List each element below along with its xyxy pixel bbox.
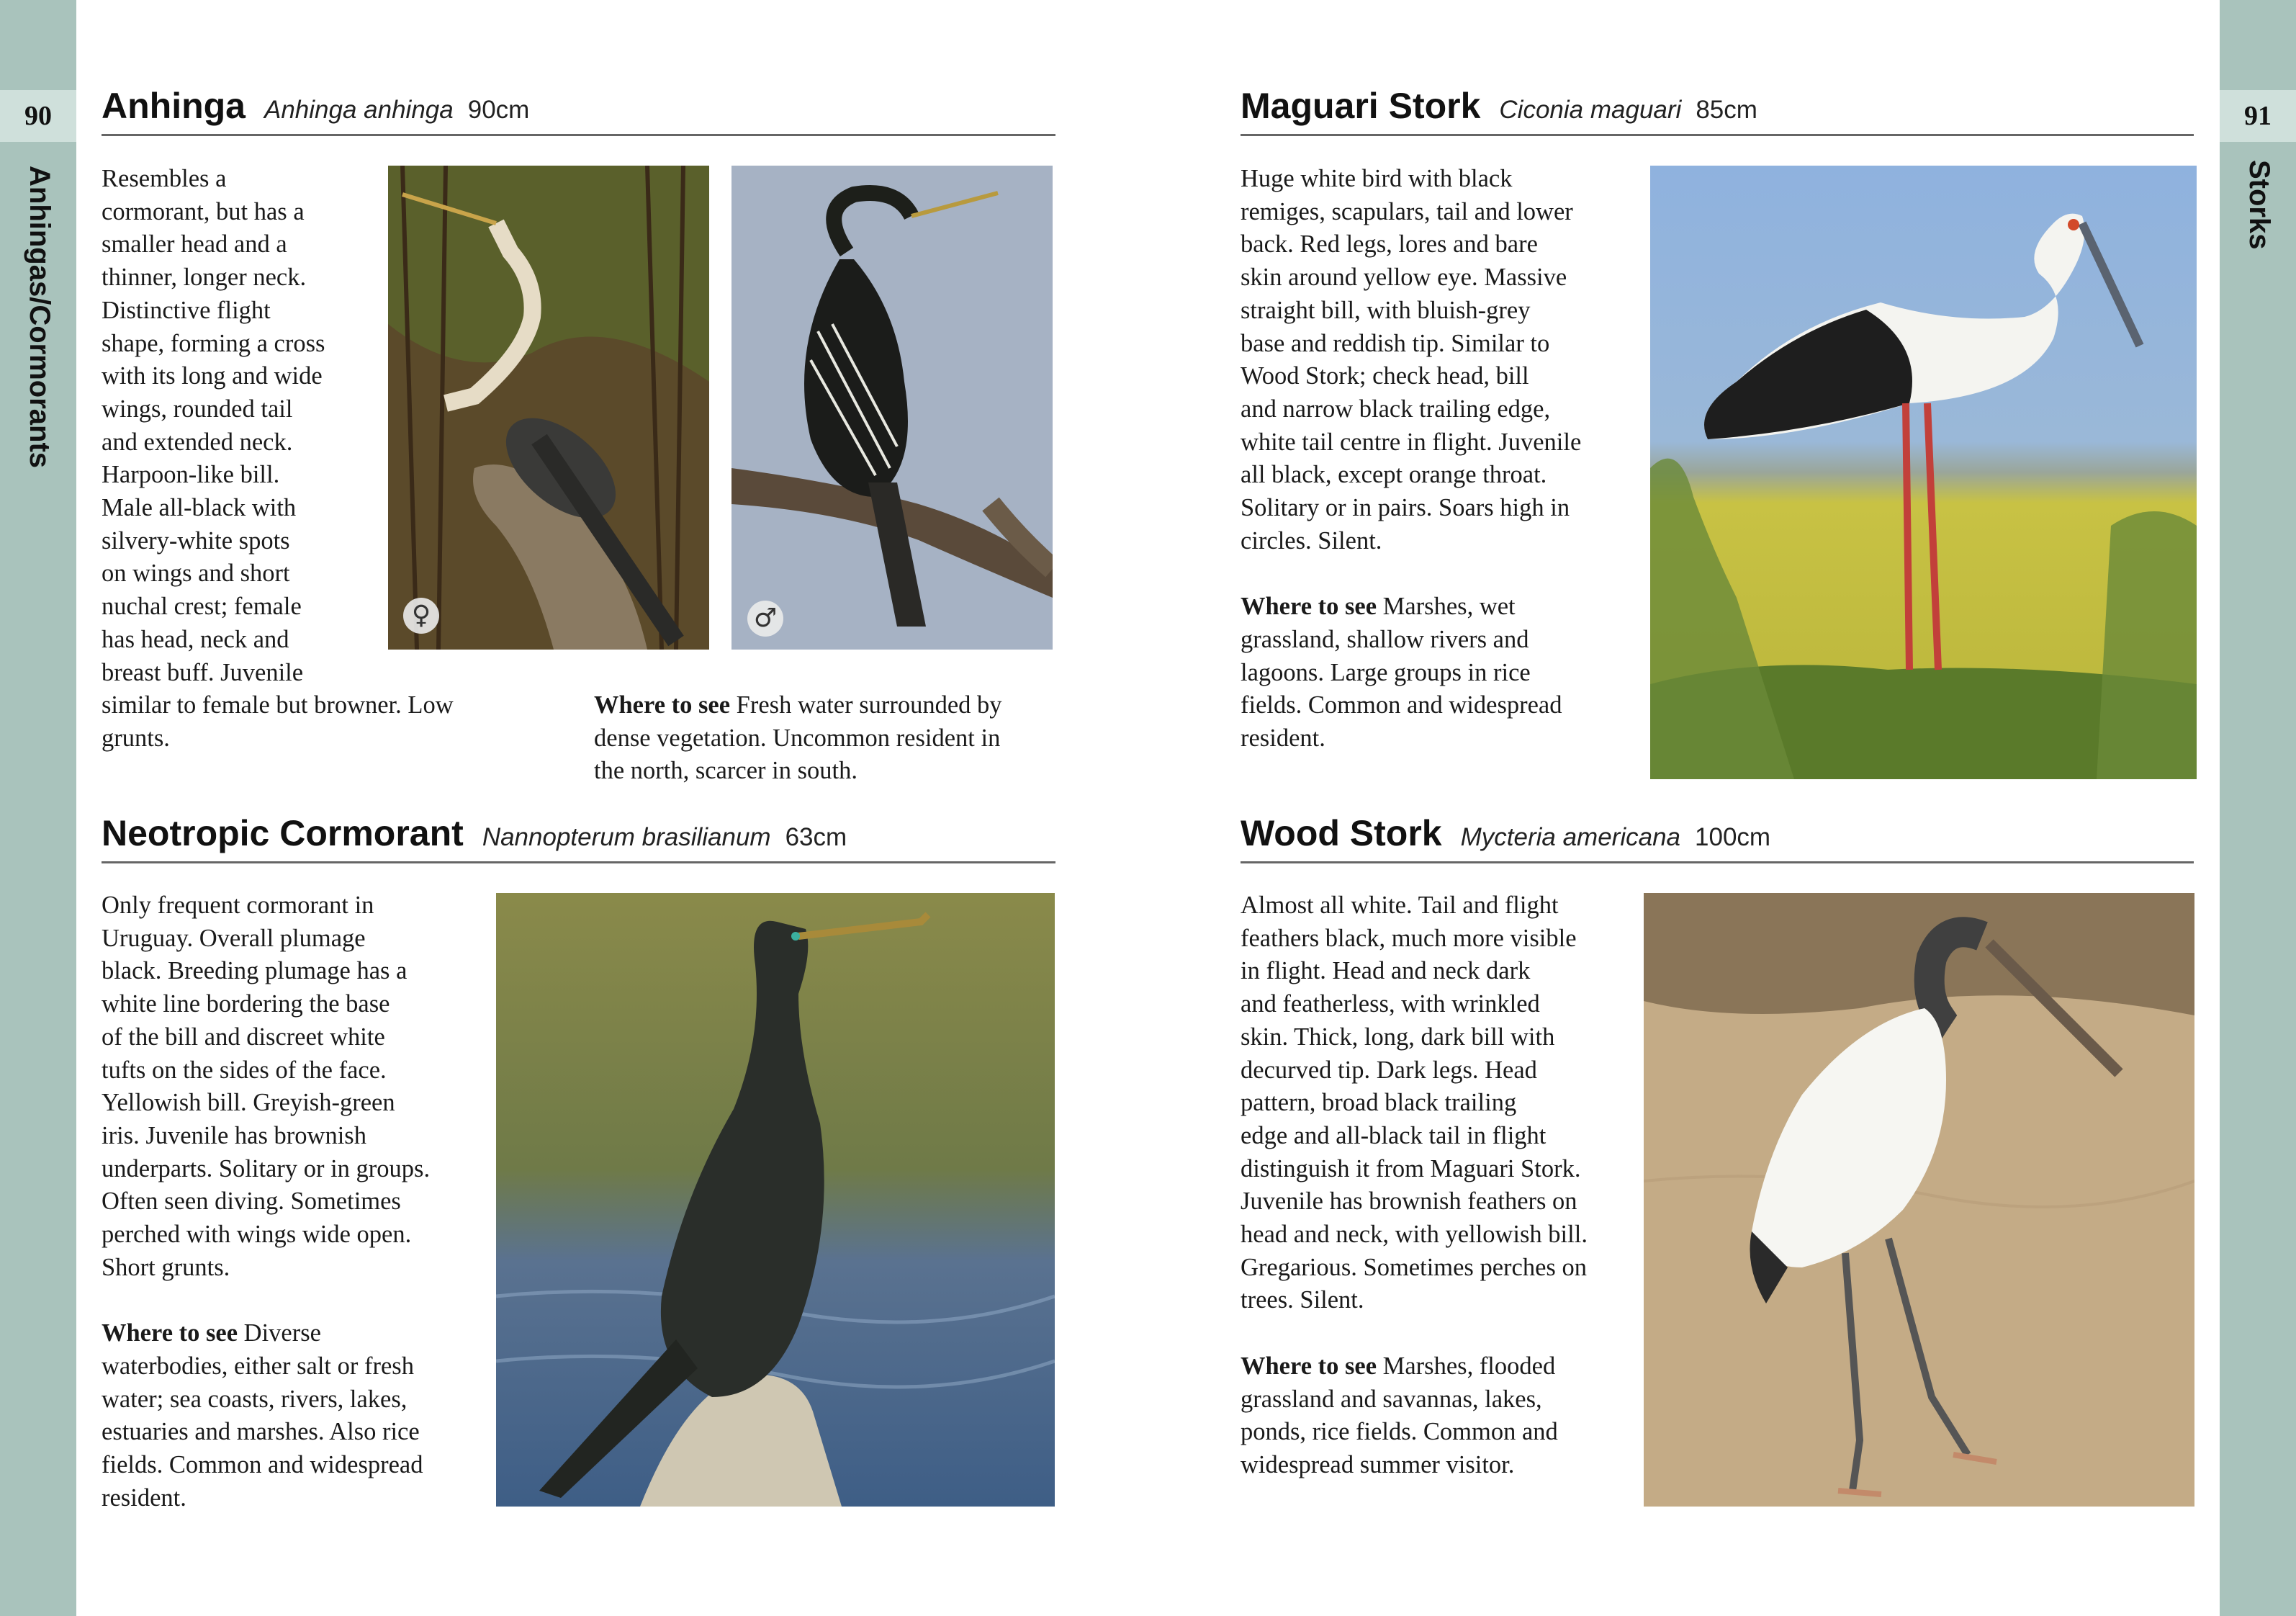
species-size: 100cm <box>1695 823 1771 851</box>
description-line: straight bill, with bluish-grey <box>1241 296 1531 324</box>
description-line: all black, except orange throat. <box>1241 461 1547 489</box>
description-line: Solitary or in pairs. Soars high in <box>1241 494 1570 522</box>
species-name: Maguari Stork <box>1241 86 1481 126</box>
where-text: Marshes, wet <box>1377 593 1516 621</box>
description-line: distinguish it from Maguari Stork. <box>1241 1154 1581 1182</box>
description-line: back. Red legs, lores and bare <box>1241 230 1538 259</box>
description-line: nuchal crest; female <box>102 593 302 621</box>
description-line: perched with wings wide open. <box>102 1221 412 1249</box>
where-text: grassland and savannas, lakes, <box>1241 1385 1542 1413</box>
maguari-header <box>1241 85 2194 136</box>
description-line: grunts. <box>102 724 170 752</box>
description-line: Often seen diving. Sometimes <box>102 1188 401 1216</box>
cormorant-photo <box>496 893 1055 1507</box>
where-text: water; sea coasts, rivers, lakes, <box>102 1385 408 1413</box>
maguari-stork-photo <box>1650 166 2197 779</box>
where-text: lagoons. Large groups in rice <box>1241 658 1531 686</box>
description-line: Resembles a <box>102 165 227 192</box>
description-line: with its long and wide <box>102 362 323 390</box>
description-line: skin. Thick, long, dark bill with <box>1241 1023 1555 1051</box>
cormorant-header <box>102 812 1055 863</box>
description-line: pattern, broad black trailing <box>1241 1089 1517 1117</box>
where-label: Where to see <box>594 691 731 719</box>
description-line: Harpoon-like bill. <box>102 461 280 489</box>
description-line: decurved tip. Dark legs. Head <box>1241 1056 1537 1084</box>
description-line: wings, rounded tail <box>102 395 293 423</box>
anhinga-header <box>102 85 1055 136</box>
description-line: Wood Stork; check head, bill <box>1241 362 1529 390</box>
where-text: resident. <box>1241 724 1325 752</box>
where-text: fields. Common and widespread <box>102 1450 423 1478</box>
section-title-right: Storks <box>2243 160 2275 250</box>
section-title-left: Anhingas/Cormorants <box>24 166 55 469</box>
where-text: Diverse <box>238 1319 321 1347</box>
description-line: cormorant, but has a <box>102 197 305 225</box>
where-text: waterbodies, either salt or fresh <box>102 1352 414 1380</box>
description-line: tufts on the sides of the face. <box>102 1056 387 1084</box>
wood-stork-photo <box>1644 893 2194 1507</box>
description-line: thinner, longer neck. <box>102 264 307 292</box>
description-line: on wings and short <box>102 560 290 588</box>
description-line: skin around yellow eye. Massive <box>1241 264 1567 292</box>
description-line: in flight. Head and neck dark <box>1241 957 1531 985</box>
description-line: of the bill and discreet white <box>102 1023 385 1051</box>
description-line: Huge white bird with black <box>1241 165 1513 192</box>
description-line: underparts. Solitary or in groups. <box>102 1154 431 1182</box>
where-label: Where to see <box>102 1319 238 1347</box>
description-line: Distinctive flight <box>102 296 271 324</box>
description-line: has head, neck and <box>102 625 289 653</box>
description-line: Almost all white. Tail and flight <box>1241 892 1559 919</box>
left-section-tab <box>0 0 76 1616</box>
description-line: feathers black, much more visible <box>1241 924 1577 952</box>
scientific-name: Anhinga anhinga <box>264 96 454 124</box>
wood-stork-description <box>1241 889 1588 1482</box>
description-line: white line bordering the base <box>102 990 390 1018</box>
page-number-left: 90 <box>0 90 76 142</box>
anhinga-male-photo <box>731 166 1053 650</box>
where-label: Where to see <box>1241 1352 1377 1380</box>
where-text: fields. Common and widespread <box>1241 691 1562 719</box>
description-line: silvery-white spots <box>102 526 290 555</box>
description-line: iris. Juvenile has brownish <box>102 1121 366 1149</box>
description-line: base and reddish tip. Similar to <box>1241 329 1550 357</box>
female-symbol-icon: ♀ <box>403 598 439 634</box>
species-size: 90cm <box>467 96 530 124</box>
description-line: similar to female but browner. Low <box>102 691 454 719</box>
description-line: and narrow black trailing edge, <box>1241 395 1551 423</box>
description-line: Short grunts. <box>102 1253 230 1281</box>
description-line: Yellowish bill. Greyish-green <box>102 1089 395 1117</box>
where-text: Fresh water surrounded by <box>730 691 1002 719</box>
scientific-name: Ciconia maguari <box>1499 96 1682 124</box>
description-line: black. Breeding plumage has a <box>102 957 408 985</box>
anhinga-where-to-see <box>594 689 1002 788</box>
where-text: dense vegetation. Uncommon resident in <box>594 724 1001 752</box>
where-text: estuaries and marshes. Also rice <box>102 1418 420 1446</box>
species-name: Anhinga <box>102 86 246 126</box>
where-text: ponds, rice fields. Common and <box>1241 1418 1558 1446</box>
anhinga-female-photo <box>388 166 709 650</box>
cormorant-description <box>102 889 430 1514</box>
where-text: widespread summer visitor. <box>1241 1450 1515 1478</box>
description-line: Gregarious. Sometimes perches on <box>1241 1253 1587 1281</box>
description-line: and extended neck. <box>102 428 293 456</box>
description-line: Male all-black with <box>102 494 297 522</box>
where-text: Marshes, flooded <box>1377 1352 1556 1380</box>
species-name: Wood Stork <box>1241 813 1442 853</box>
description-line: shape, forming a cross <box>102 329 325 357</box>
description-line: white tail centre in flight. Juvenile <box>1241 428 1582 456</box>
description-line: Only frequent cormorant in <box>102 892 374 919</box>
where-text: the north, scarcer in south. <box>594 757 857 785</box>
description-line: Uruguay. Overall plumage <box>102 924 366 952</box>
description-line: remiges, scapulars, tail and lower <box>1241 197 1573 225</box>
right-section-tab <box>2220 0 2296 1616</box>
male-symbol-icon: ♂ <box>747 601 783 637</box>
description-line: edge and all-black tail in flight <box>1241 1121 1547 1149</box>
species-name: Neotropic Cormorant <box>102 813 464 853</box>
species-size: 63cm <box>785 823 847 851</box>
where-label: Where to see <box>1241 593 1377 621</box>
description-line: and featherless, with wrinkled <box>1241 990 1540 1018</box>
description-line: breast buff. Juvenile <box>102 658 304 686</box>
scientific-name: Nannopterum brasilianum <box>482 823 771 851</box>
description-line: trees. Silent. <box>1241 1286 1364 1314</box>
page-number-right: 91 <box>2220 90 2296 142</box>
description-line: circles. Silent. <box>1241 526 1382 555</box>
where-text: grassland, shallow rivers and <box>1241 625 1529 653</box>
species-size: 85cm <box>1696 96 1757 124</box>
scientific-name: Mycteria americana <box>1460 823 1681 851</box>
where-text: resident. <box>102 1483 186 1512</box>
wood-stork-header <box>1241 812 2194 863</box>
description-line: Juvenile has brownish feathers on <box>1241 1188 1577 1216</box>
description-line: head and neck, with yellowish bill. <box>1241 1221 1588 1249</box>
description-line: smaller head and a <box>102 230 287 259</box>
maguari-description <box>1241 163 1581 755</box>
